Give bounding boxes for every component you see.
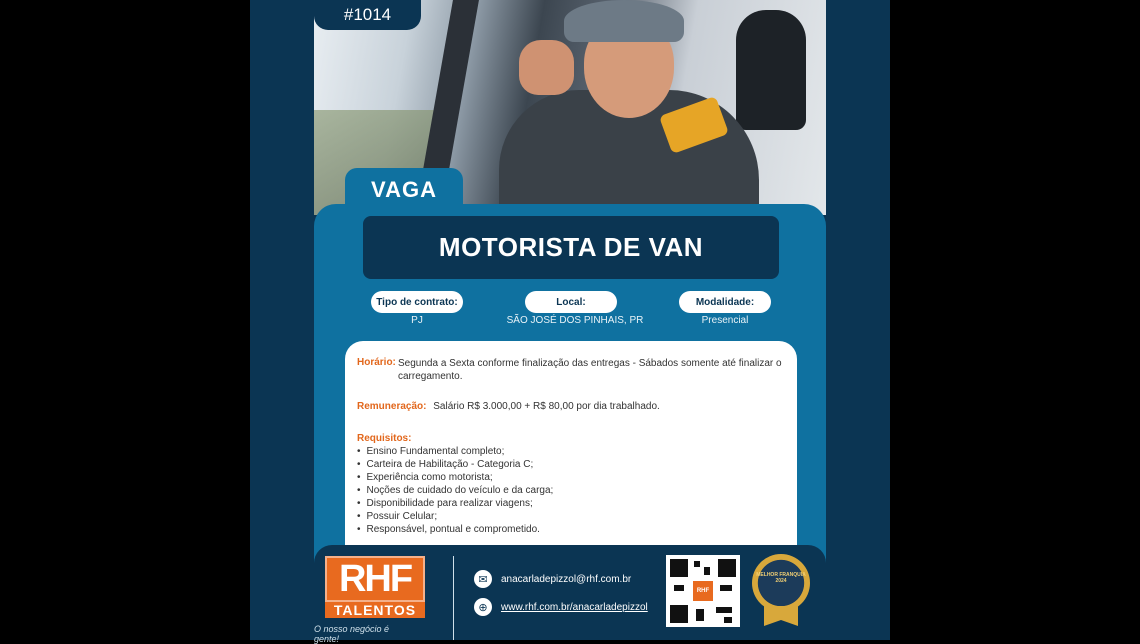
job-title: MOTORISTA DE VAN: [363, 216, 779, 279]
contract-type-label: Tipo de contrato:: [371, 291, 463, 313]
website-contact[interactable]: [474, 597, 648, 617]
list-item: • Responsável, pontual e comprometido.: [357, 523, 553, 536]
qr-code[interactable]: [666, 555, 740, 627]
email-text[interactable]: anacarladepizzol@rhf.com.br: [501, 573, 632, 585]
globe-icon: ⊕: [474, 598, 492, 616]
list-item: • Experiência como motorista;: [357, 471, 553, 484]
horario-text: Segunda a Sexta conforme finalização das entregas - Sábados somente até finalizar o carregamento.: [398, 358, 782, 382]
logo-main: RHF: [325, 556, 425, 602]
slogan: O nosso negócio é gente!: [314, 624, 390, 644]
modality-value: Presencial: [701, 315, 749, 326]
contract-type-value: PJ: [411, 315, 423, 326]
horario-label: Horário:: [357, 357, 396, 368]
ad-id-badge: #1014: [314, 0, 421, 30]
email-icon: ✉: [474, 570, 492, 588]
location-value: SÃO JOSÉ DOS PINHAIS, PR: [506, 315, 644, 326]
logo-sub: TALENTOS: [325, 602, 425, 618]
location-label: Local:: [525, 291, 617, 313]
job-details: [345, 341, 797, 551]
requisitos-list: [357, 445, 553, 536]
seal-text: MELHOR FRANQUIA 2024: [756, 572, 806, 584]
list-item: • Noções de cuidado do veículo e da carga;: [357, 484, 553, 497]
website-link[interactable]: www.rhf.com.br/anacarladepizzol: [501, 601, 648, 613]
modality-label: Modalidade:: [679, 291, 771, 313]
list-item: • Possuir Celular;: [357, 510, 553, 523]
list-item: • Ensino Fundamental completo;: [357, 445, 553, 458]
rhf-logo: [325, 556, 425, 618]
requisitos-label: Requisitos:: [357, 433, 412, 444]
list-item: • Disponibilidade para realizar viagens;: [357, 497, 553, 510]
divider: [453, 556, 454, 640]
list-item: • Carteira de Habilitação - Categoria C;: [357, 458, 553, 471]
vaga-tab: VAGA: [345, 168, 463, 212]
remuneracao-text: Salário R$ 3.000,00 + R$ 80,00 por dia trabalhado.: [433, 401, 660, 412]
qr-center-logo: RHF: [693, 581, 713, 601]
remuneracao-label: Remuneração:: [357, 401, 427, 412]
email-contact[interactable]: [474, 569, 631, 589]
